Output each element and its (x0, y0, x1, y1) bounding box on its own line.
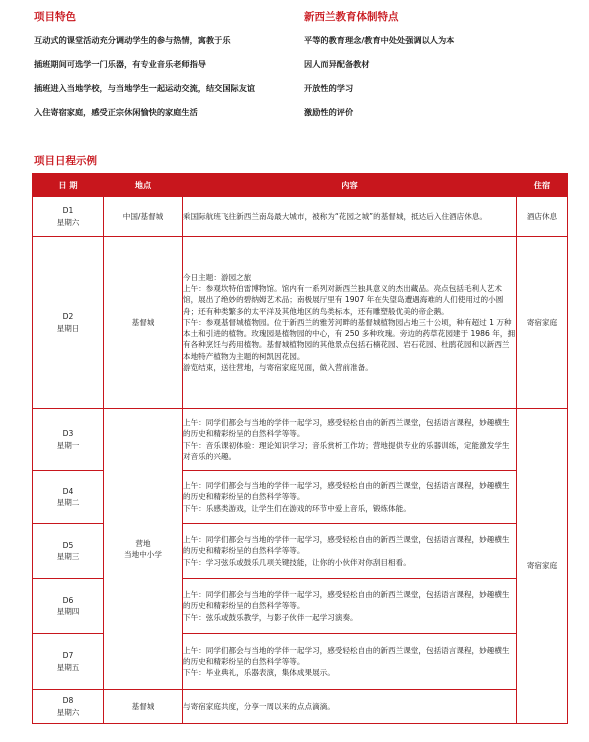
content-cell (183, 690, 517, 724)
content-line: 上午：同学们都会与当地的学伴一起学习，感受轻松自由的新西兰课堂，包括语言课程，妙趣横生的历史和精彩纷呈的自然科学等等。 (183, 418, 510, 439)
education-features (304, 10, 564, 130)
weekday: 星期六 (56, 217, 80, 227)
content-line: 上午：同学们都会与当地的学伴一起学习，感受轻松自由的新西兰课堂，包括语言课程，妙趣横生的历史和精彩纷呈的自然科学等等。 (183, 645, 510, 666)
day-number: D8 (62, 696, 74, 706)
content-line: 今日主题：游园之旅 (183, 273, 252, 283)
location-cell: 中国/基督城 (104, 197, 183, 237)
content-cell (183, 197, 517, 237)
content-cell (183, 524, 517, 579)
table-row (33, 237, 568, 409)
content-line: 下午：学习弦乐或鼓乐几项关键技能，让你的小伙伴对你刮目相看。 (183, 557, 411, 567)
schedule-title: 项目日程示例 (34, 155, 97, 167)
content-cell (183, 237, 517, 409)
day-number: D3 (62, 429, 74, 439)
project-features-title: 项目特色 (34, 11, 76, 23)
weekday: 星期二 (56, 498, 80, 507)
weekday: 星期一 (56, 440, 80, 450)
weekday: 星期六 (56, 707, 80, 717)
header-location: 地点 (104, 174, 183, 197)
day-cell (33, 634, 104, 690)
table-row (33, 690, 568, 724)
header-content: 内容 (183, 174, 517, 197)
table-row (33, 197, 568, 237)
content-cell (183, 634, 517, 690)
day-number: D2 (62, 312, 74, 322)
table-row (33, 409, 568, 471)
weekday: 星期日 (56, 323, 80, 333)
education-features-title: 新西兰教育体制特点 (304, 11, 399, 23)
table-header-row (33, 174, 568, 197)
content-cell (183, 471, 517, 524)
content-line: 上午：同学们都会与当地的学伴一起学习，感受轻松自由的新西兰课堂，包括语言课程，妙趣横生的历史和精彩纷呈的自然科学等等。 (183, 535, 510, 556)
location-line: 当地中小学 (124, 550, 162, 559)
content-line: 与寄宿家庭共度，分享一周以来的点点滴滴。 (183, 701, 335, 711)
project-feature-item: 互动式的课堂活动充分调动学生的参与热情，寓教于乐 (34, 35, 231, 45)
day-cell (33, 197, 104, 237)
content-line: 下午：乐感类游戏，让学生们在游戏的环节中爱上音乐，锻炼体能。 (183, 503, 411, 513)
content-line: 下午：音乐课初体验：理论知识学习；音乐赏析工作坊；营地提供专业的乐器训练，定能激发学生对音乐的兴趣。 (183, 440, 510, 461)
content-line: 乘国际航班飞往新西兰南岛最大城市，被称为“花园之城”的基督城，抵达后入住酒店休息。 (183, 211, 488, 221)
content-line: 上午：参观坎特伯雷博物馆。馆内有一系列对新西兰独具意义的杰出藏品。亮点包括毛利人艺术馆，展出了绝妙的碧纳姆艺术品；南极展厅里有 1907 年在失望岛遭遇海难的人们使用过的小圆舟；还有种类繁多的太平洋及其他地区的鸟类标本，还有雕塑般优美的帝企鹅。 (183, 284, 504, 316)
education-feature-item: 开放性的学习 (304, 83, 354, 93)
project-features (34, 10, 294, 130)
content-line: 游览结束，送往营地，与寄宿家庭见面，做入营前准备。 (183, 362, 373, 372)
content-line: 下午：参观基督城植物园。位于新西兰的雅芳河畔的基督城植物园占地三十公顷，种有超过 1 万种本土和引进的植物。玫瑰园是植物园的中心，有 250 多种玫瑰。旁边的药草花园建于 1986 年，拥有各种烹饪与药用植物。基督城植物园的其他景点包括石楠花园、岩石花园、杜鹃花园和以新西兰本地特产植物为主题的柯凯因花园。 (183, 317, 516, 361)
day-number: D4 (62, 486, 74, 496)
day-cell (33, 471, 104, 524)
schedule-table (32, 173, 568, 724)
day-cell (33, 237, 104, 409)
education-feature-item: 因人而异配备教材 (304, 59, 370, 69)
stay-cell-merged: 寄宿家庭 (517, 409, 568, 724)
project-feature-item: 插班期间可选学一门乐器，有专业音乐老师指导 (34, 59, 206, 69)
content-line: 上午：同学们都会与当地的学伴一起学习，感受轻松自由的新西兰课堂，包括语言课程，妙趣横生的历史和精彩纷呈的自然科学等等。 (183, 481, 510, 502)
location-line: 营地 (135, 538, 151, 548)
project-feature-item: 入住寄宿家庭，感受正宗休闲愉快的家庭生活 (34, 107, 198, 117)
project-feature-item: 插班进入当地学校，与当地学生一起运动交流，结交国际友谊 (34, 83, 256, 93)
content-cell (183, 579, 517, 634)
education-feature-item: 激励性的评价 (304, 107, 354, 117)
day-cell (33, 690, 104, 724)
header-date: 日 期 (33, 174, 104, 197)
day-number: D1 (62, 206, 74, 216)
content-line: 上午：同学们都会与当地的学伴一起学习，感受轻松自由的新西兰课堂，包括语言课程，妙趣横生的历史和精彩纷呈的自然科学等等。 (183, 590, 510, 611)
weekday: 星期五 (56, 662, 80, 672)
content-line: 下午：弦乐或鼓乐教学，与影子伙伴一起学习演奏。 (183, 612, 358, 622)
stay-cell: 酒店休息 (517, 197, 568, 237)
weekday: 星期四 (56, 607, 80, 616)
day-number: D6 (62, 595, 74, 605)
day-number: D7 (62, 651, 74, 661)
location-cell-merged (104, 409, 183, 690)
header-stay: 住宿 (517, 174, 568, 197)
day-number: D5 (62, 540, 74, 550)
content-cell (183, 409, 517, 471)
weekday: 星期三 (56, 552, 80, 561)
day-cell (33, 409, 104, 471)
stay-cell: 寄宿家庭 (517, 237, 568, 409)
day-cell (33, 579, 104, 634)
content-line: 下午：毕业典礼，乐器表演，集体成果展示。 (183, 668, 335, 678)
location-cell: 基督城 (104, 690, 183, 724)
location-cell: 基督城 (104, 237, 183, 409)
education-feature-item: 平等的教育理念/教育中处处强调以人为本 (304, 35, 455, 45)
day-cell (33, 524, 104, 579)
